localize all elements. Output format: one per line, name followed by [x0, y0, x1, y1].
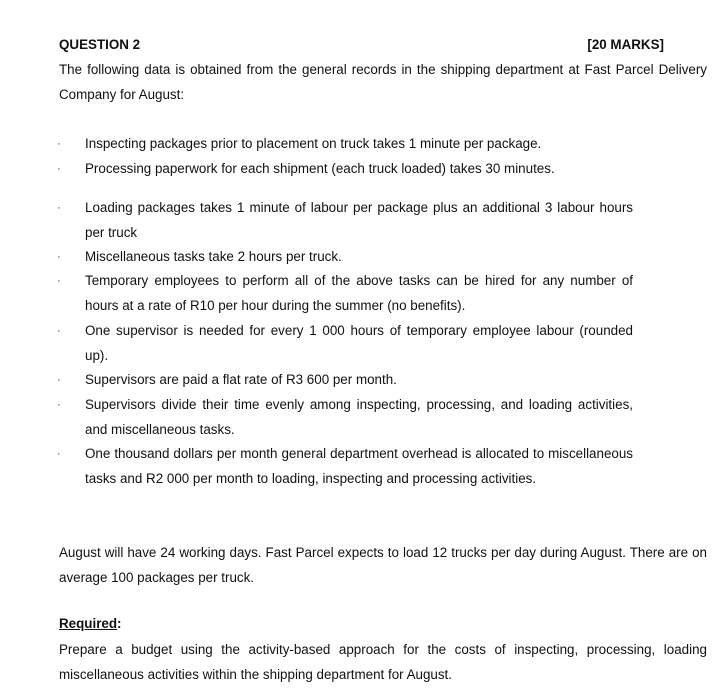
list-item-text: Temporary employees to perform all of the above tasks can be hired for any number of hours at a rate of R10 per hour during the summer (no benefits).: [85, 273, 633, 313]
list-item-text: Supervisors are paid a flat rate of R3 600 per month.: [85, 372, 397, 387]
list-item-text: Supervisors divide their time evenly among inspecting, processing, and loading activities, and miscellaneous tasks.: [85, 397, 633, 437]
bullet-icon: ·: [57, 251, 61, 263]
required-heading: [59, 616, 122, 631]
list-item-text: Miscellaneous tasks take 2 hours per truck.: [85, 249, 342, 264]
bullet-icon: ·: [57, 202, 61, 214]
list-item-text: Loading packages takes 1 minute of labour per package plus an additional 3 labour hours per truck: [85, 200, 633, 240]
required-colon: :: [117, 616, 122, 631]
bullet-icon: ·: [57, 138, 61, 150]
bullet-icon: ·: [57, 374, 61, 386]
list-item-text: Processing paperwork for each shipment (each truck loaded) takes 30 minutes.: [85, 161, 555, 176]
intro-paragraph: The following data is obtained from the general records in the shipping department at Fast Parcel Delivery Company for August:: [59, 62, 707, 102]
list-item-text: Inspecting packages prior to placement on truck takes 1 minute per package.: [85, 136, 542, 151]
bullet-icon: ·: [57, 325, 61, 337]
bullet-icon: ·: [57, 275, 61, 287]
summary-paragraph: August will have 24 working days. Fast Parcel expects to load 12 trucks per day during August. There are on average 100 packages per truck.: [59, 545, 707, 585]
list-item-text: One thousand dollars per month general department overhead is allocated to miscellaneous tasks and R2 000 per month to loading, inspecting and processing activities.: [85, 446, 633, 486]
bullet-icon: ·: [57, 448, 61, 460]
required-paragraph: Prepare a budget using the activity-based approach for the costs of inspecting, processing, loading miscellaneous activities within the shipping department for August.: [59, 642, 707, 682]
bullet-icon: ·: [57, 163, 61, 175]
question-marks: [20 MARKS]: [587, 37, 664, 52]
required-label: Required: [59, 616, 118, 631]
list-item-text: One supervisor is needed for every 1 000 hours of temporary employee labour (rounded up).: [85, 323, 633, 363]
question-header: [59, 37, 664, 55]
question-title: QUESTION 2: [59, 37, 141, 52]
bullet-icon: ·: [57, 399, 61, 411]
